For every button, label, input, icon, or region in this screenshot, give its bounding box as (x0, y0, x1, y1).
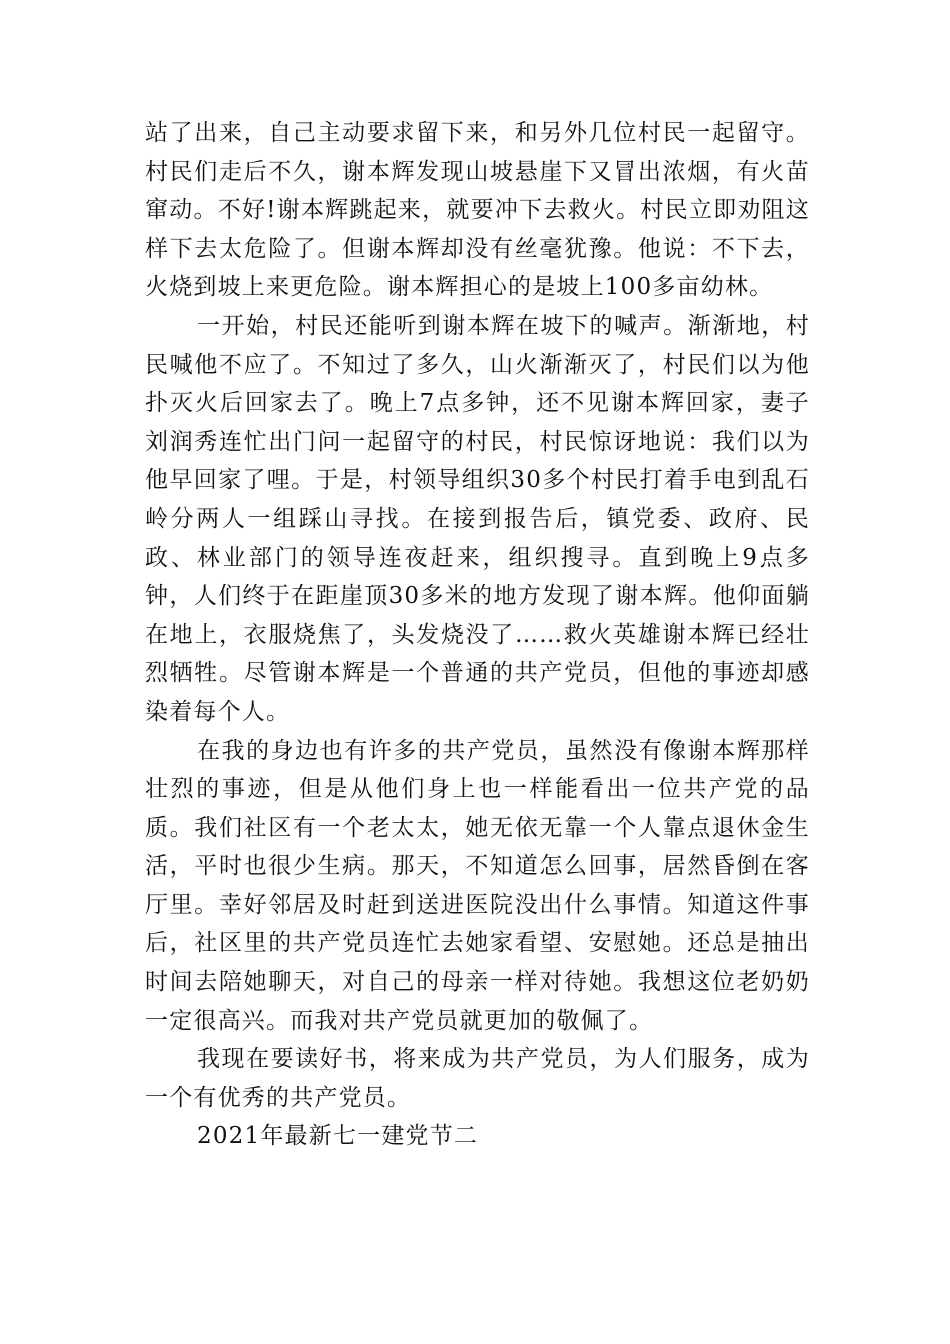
paragraph-fire-search: 一开始，村民还能听到谢本辉在坡下的喊声。渐渐地，村民喊他不应了。不知过了多久，山火渐渐灭了，村民们以为他扑灭火后回家去了。晚上7点多钟，还不见谢本辉回家，妻子刘润秀连忙出门问一起留守的村民，村民惊讶地说：我们以为他早回家了哩。于是，村领导组织30多个村民打着手电到乱石岭分两人一组踩山寻找。在接到报告后，镇党委、政府、民政、林业部门的领导连夜赶来，组织搜寻。直到晚上9点多钟，人们终于在距崖顶30多米的地方发现了谢本辉。他仰面躺在地上，衣服烧焦了，头发烧没了……救火英雄谢本辉已经壮烈牺牲。尽管谢本辉是一个普通的共产党员，但他的事迹却感染着每个人。 (145, 312, 810, 725)
section-heading: 2021年最新七一建党节二 (197, 1123, 479, 1150)
paragraph-aspiration: 我现在要读好书，将来成为共产党员，为人们服务，成为一个有优秀的共产党员。 (145, 1046, 810, 1111)
document-body (145, 114, 810, 1156)
paragraph-continued: 站了出来，自己主动要求留下来，和另外几位村民一起留守。村民们走后不久，谢本辉发现山坡悬崖下又冒出浓烟，有火苗窜动。不好!谢本辉跳起来，就要冲下去救火。村民立即劝阻这样下去太危险了。但谢本辉却没有丝毫犹豫。他说：不下去，火烧到坡上来更危险。谢本辉担心的是坡上100多亩幼林。 (145, 120, 810, 301)
paragraph-community-party-members: 在我的身边也有许多的共产党员，虽然没有像谢本辉那样壮烈的事迹，但是从他们身上也一样能看出一位共产党的品质。我们社区有一个老太太，她无依无靠一个人靠点退休金生活，平时也很少生病。那天，不知道怎么回事，居然昏倒在客厅里。幸好邻居及时赶到送进医院没出什么事情。知道这件事后，社区里的共产党员连忙去她家看望、安慰她。还总是抽出时间去陪她聊天，对自己的母亲一样对待她。我想这位老奶奶一定很高兴。而我对共产党员就更加的敬佩了。 (145, 737, 810, 1034)
